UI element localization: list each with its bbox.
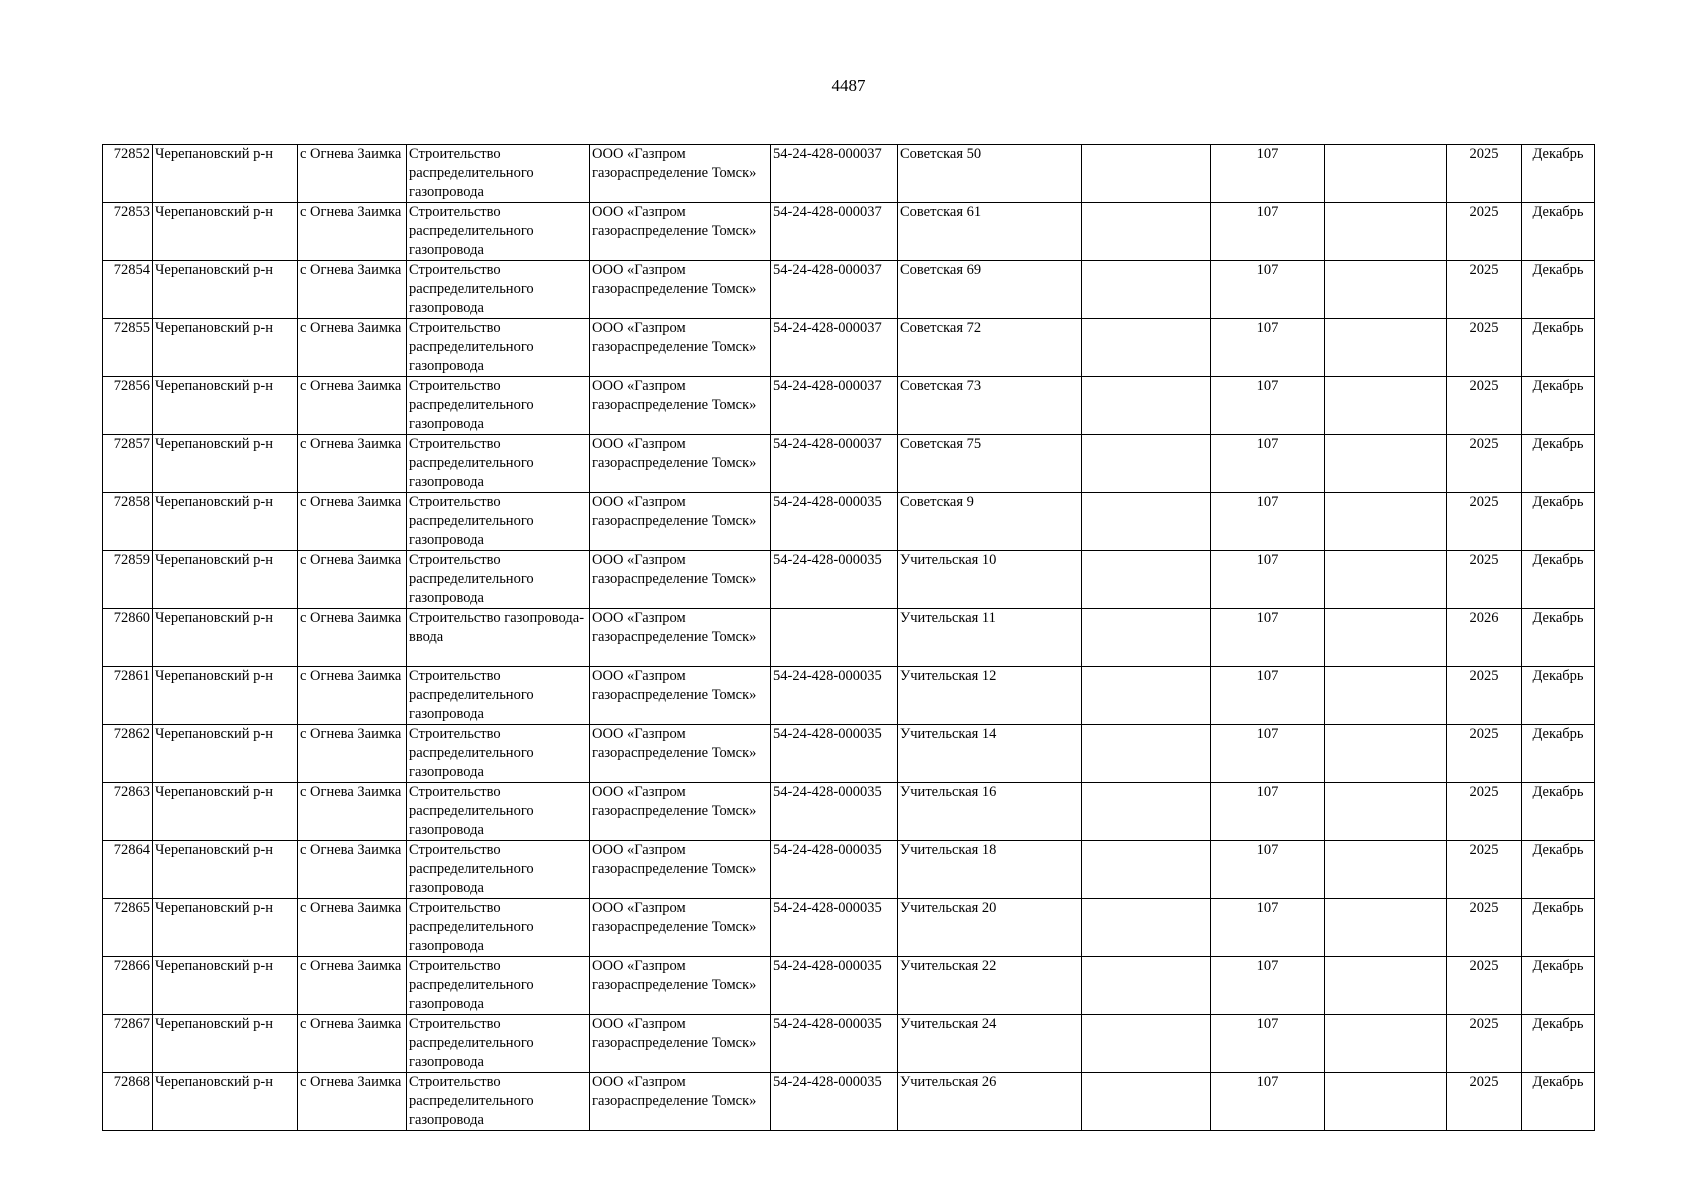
cell-id: 72863 <box>103 783 153 841</box>
cell-month: Декабрь <box>1522 1015 1595 1073</box>
cell-col8 <box>1082 1073 1211 1131</box>
cell-address: Советская 50 <box>898 145 1082 203</box>
cell-id: 72866 <box>103 957 153 1015</box>
cell-col8 <box>1082 957 1211 1015</box>
cell-district: Черепановский р-н <box>153 667 298 725</box>
cell-id: 72864 <box>103 841 153 899</box>
table-row <box>103 261 1595 319</box>
cell-work: Строительство распределительного газопровода <box>407 319 590 377</box>
cell-id: 72861 <box>103 667 153 725</box>
cell-district: Черепановский р-н <box>153 435 298 493</box>
cell-org: ООО «Газпром газораспределение Томск» <box>590 609 771 667</box>
cell-org: ООО «Газпром газораспределение Томск» <box>590 435 771 493</box>
table-row <box>103 145 1595 203</box>
cell-code: 54-24-428-000035 <box>771 1015 898 1073</box>
cell-address: Учительская 10 <box>898 551 1082 609</box>
cell-work: Строительство распределительного газопровода <box>407 435 590 493</box>
cell-value: 107 <box>1211 551 1325 609</box>
cell-org: ООО «Газпром газораспределение Томск» <box>590 1015 771 1073</box>
cell-month: Декабрь <box>1522 551 1595 609</box>
cell-col8 <box>1082 493 1211 551</box>
cell-settlement: с Огнева Заимка <box>298 319 407 377</box>
cell-month: Декабрь <box>1522 667 1595 725</box>
cell-value: 107 <box>1211 1015 1325 1073</box>
cell-org: ООО «Газпром газораспределение Томск» <box>590 377 771 435</box>
cell-id: 72868 <box>103 1073 153 1131</box>
cell-col10 <box>1325 319 1447 377</box>
cell-work: Строительство распределительного газопровода <box>407 957 590 1015</box>
cell-year: 2025 <box>1447 957 1522 1015</box>
table-body <box>103 145 1595 1131</box>
cell-value: 107 <box>1211 841 1325 899</box>
table-row <box>103 957 1595 1015</box>
table-row <box>103 1073 1595 1131</box>
cell-org: ООО «Газпром газораспределение Томск» <box>590 841 771 899</box>
cell-month: Декабрь <box>1522 203 1595 261</box>
cell-work: Строительство распределительного газопровода <box>407 377 590 435</box>
cell-year: 2025 <box>1447 203 1522 261</box>
cell-org: ООО «Газпром газораспределение Томск» <box>590 551 771 609</box>
cell-district: Черепановский р-н <box>153 319 298 377</box>
cell-settlement: с Огнева Заимка <box>298 551 407 609</box>
cell-month: Декабрь <box>1522 435 1595 493</box>
cell-col10 <box>1325 667 1447 725</box>
cell-district: Черепановский р-н <box>153 609 298 667</box>
cell-settlement: с Огнева Заимка <box>298 435 407 493</box>
cell-value: 107 <box>1211 261 1325 319</box>
cell-col10 <box>1325 435 1447 493</box>
cell-district: Черепановский р-н <box>153 551 298 609</box>
cell-id: 72867 <box>103 1015 153 1073</box>
cell-id: 72858 <box>103 493 153 551</box>
cell-work: Строительство распределительного газопровода <box>407 551 590 609</box>
cell-id: 72853 <box>103 203 153 261</box>
cell-org: ООО «Газпром газораспределение Томск» <box>590 1073 771 1131</box>
cell-month: Декабрь <box>1522 725 1595 783</box>
cell-settlement: с Огнева Заимка <box>298 957 407 1015</box>
cell-settlement: с Огнева Заимка <box>298 1015 407 1073</box>
cell-col8 <box>1082 609 1211 667</box>
cell-year: 2025 <box>1447 841 1522 899</box>
cell-settlement: с Огнева Заимка <box>298 841 407 899</box>
cell-org: ООО «Газпром газораспределение Томск» <box>590 957 771 1015</box>
cell-settlement: с Огнева Заимка <box>298 667 407 725</box>
cell-month: Декабрь <box>1522 899 1595 957</box>
cell-settlement: с Огнева Заимка <box>298 783 407 841</box>
cell-org: ООО «Газпром газораспределение Томск» <box>590 783 771 841</box>
cell-value: 107 <box>1211 899 1325 957</box>
cell-code: 54-24-428-000035 <box>771 551 898 609</box>
cell-year: 2025 <box>1447 667 1522 725</box>
table-row <box>103 435 1595 493</box>
cell-month: Декабрь <box>1522 783 1595 841</box>
cell-org: ООО «Газпром газораспределение Томск» <box>590 667 771 725</box>
cell-month: Декабрь <box>1522 957 1595 1015</box>
cell-district: Черепановский р-н <box>153 261 298 319</box>
cell-id: 72862 <box>103 725 153 783</box>
cell-value: 107 <box>1211 609 1325 667</box>
cell-org: ООО «Газпром газораспределение Томск» <box>590 203 771 261</box>
cell-org: ООО «Газпром газораспределение Томск» <box>590 725 771 783</box>
cell-work: Строительство распределительного газопровода <box>407 261 590 319</box>
cell-work: Строительство распределительного газопровода <box>407 725 590 783</box>
cell-district: Черепановский р-н <box>153 957 298 1015</box>
cell-col8 <box>1082 783 1211 841</box>
cell-address: Советская 72 <box>898 319 1082 377</box>
cell-year: 2025 <box>1447 551 1522 609</box>
cell-year: 2025 <box>1447 1073 1522 1131</box>
cell-year: 2025 <box>1447 783 1522 841</box>
table-row <box>103 551 1595 609</box>
cell-col8 <box>1082 725 1211 783</box>
register-table <box>102 144 1595 1131</box>
cell-year: 2025 <box>1447 435 1522 493</box>
cell-settlement: с Огнева Заимка <box>298 493 407 551</box>
cell-col8 <box>1082 203 1211 261</box>
cell-value: 107 <box>1211 493 1325 551</box>
cell-work: Строительство распределительного газопровода <box>407 145 590 203</box>
cell-value: 107 <box>1211 145 1325 203</box>
table-row <box>103 1015 1595 1073</box>
cell-id: 72852 <box>103 145 153 203</box>
cell-code: 54-24-428-000037 <box>771 319 898 377</box>
cell-district: Черепановский р-н <box>153 783 298 841</box>
cell-work: Строительство распределительного газопровода <box>407 841 590 899</box>
cell-col8 <box>1082 145 1211 203</box>
cell-col10 <box>1325 609 1447 667</box>
cell-address: Учительская 12 <box>898 667 1082 725</box>
cell-year: 2025 <box>1447 899 1522 957</box>
cell-month: Декабрь <box>1522 841 1595 899</box>
cell-value: 107 <box>1211 783 1325 841</box>
cell-col10 <box>1325 957 1447 1015</box>
cell-code: 54-24-428-000037 <box>771 203 898 261</box>
cell-year: 2025 <box>1447 1015 1522 1073</box>
cell-col10 <box>1325 551 1447 609</box>
page-number: 4487 <box>831 76 866 95</box>
cell-month: Декабрь <box>1522 1073 1595 1131</box>
cell-code: 54-24-428-000037 <box>771 145 898 203</box>
cell-address: Советская 9 <box>898 493 1082 551</box>
table-row <box>103 667 1595 725</box>
cell-code: 54-24-428-000035 <box>771 841 898 899</box>
cell-col10 <box>1325 725 1447 783</box>
cell-year: 2025 <box>1447 377 1522 435</box>
cell-id: 72865 <box>103 899 153 957</box>
cell-col8 <box>1082 899 1211 957</box>
cell-col8 <box>1082 377 1211 435</box>
cell-district: Черепановский р-н <box>153 841 298 899</box>
cell-district: Черепановский р-н <box>153 493 298 551</box>
cell-col8 <box>1082 435 1211 493</box>
cell-value: 107 <box>1211 1073 1325 1131</box>
cell-id: 72855 <box>103 319 153 377</box>
cell-settlement: с Огнева Заимка <box>298 203 407 261</box>
cell-work: Строительство распределительного газопровода <box>407 667 590 725</box>
cell-id: 72856 <box>103 377 153 435</box>
cell-month: Декабрь <box>1522 493 1595 551</box>
cell-org: ООО «Газпром газораспределение Томск» <box>590 493 771 551</box>
cell-settlement: с Огнева Заимка <box>298 1073 407 1131</box>
cell-work: Строительство распределительного газопровода <box>407 1073 590 1131</box>
cell-address: Учительская 14 <box>898 725 1082 783</box>
cell-col10 <box>1325 841 1447 899</box>
cell-settlement: с Огнева Заимка <box>298 725 407 783</box>
cell-col8 <box>1082 667 1211 725</box>
cell-col8 <box>1082 261 1211 319</box>
cell-address: Учительская 16 <box>898 783 1082 841</box>
cell-year: 2025 <box>1447 145 1522 203</box>
cell-district: Черепановский р-н <box>153 1073 298 1131</box>
cell-code: 54-24-428-000035 <box>771 783 898 841</box>
cell-address: Учительская 26 <box>898 1073 1082 1131</box>
cell-code: 54-24-428-000035 <box>771 957 898 1015</box>
cell-settlement: с Огнева Заимка <box>298 261 407 319</box>
table-row <box>103 841 1595 899</box>
cell-address: Учительская 24 <box>898 1015 1082 1073</box>
cell-district: Черепановский р-н <box>153 145 298 203</box>
cell-col10 <box>1325 145 1447 203</box>
cell-id: 72859 <box>103 551 153 609</box>
cell-value: 107 <box>1211 435 1325 493</box>
table-row <box>103 783 1595 841</box>
cell-code: 54-24-428-000035 <box>771 667 898 725</box>
cell-work: Строительство газопровода-ввода <box>407 609 590 667</box>
cell-settlement: с Огнева Заимка <box>298 609 407 667</box>
cell-work: Строительство распределительного газопровода <box>407 1015 590 1073</box>
cell-col10 <box>1325 783 1447 841</box>
table-row <box>103 899 1595 957</box>
cell-code: 54-24-428-000037 <box>771 435 898 493</box>
cell-code: 54-24-428-000035 <box>771 1073 898 1131</box>
table-row <box>103 377 1595 435</box>
cell-month: Декабрь <box>1522 145 1595 203</box>
cell-col10 <box>1325 261 1447 319</box>
cell-month: Декабрь <box>1522 377 1595 435</box>
cell-col10 <box>1325 1015 1447 1073</box>
cell-value: 107 <box>1211 667 1325 725</box>
cell-org: ООО «Газпром газораспределение Томск» <box>590 319 771 377</box>
cell-col10 <box>1325 203 1447 261</box>
cell-work: Строительство распределительного газопровода <box>407 899 590 957</box>
cell-district: Черепановский р-н <box>153 899 298 957</box>
cell-col8 <box>1082 841 1211 899</box>
cell-code: 54-24-428-000037 <box>771 261 898 319</box>
cell-address: Советская 75 <box>898 435 1082 493</box>
cell-id: 72857 <box>103 435 153 493</box>
cell-col8 <box>1082 551 1211 609</box>
cell-month: Декабрь <box>1522 261 1595 319</box>
cell-col10 <box>1325 493 1447 551</box>
cell-address: Учительская 22 <box>898 957 1082 1015</box>
cell-value: 107 <box>1211 377 1325 435</box>
cell-col10 <box>1325 1073 1447 1131</box>
cell-district: Черепановский р-н <box>153 377 298 435</box>
cell-month: Декабрь <box>1522 319 1595 377</box>
cell-year: 2025 <box>1447 319 1522 377</box>
cell-code: 54-24-428-000035 <box>771 493 898 551</box>
cell-code <box>771 609 898 667</box>
cell-address: Учительская 18 <box>898 841 1082 899</box>
cell-district: Черепановский р-н <box>153 725 298 783</box>
cell-district: Черепановский р-н <box>153 203 298 261</box>
cell-code: 54-24-428-000037 <box>771 377 898 435</box>
cell-col10 <box>1325 899 1447 957</box>
cell-id: 72860 <box>103 609 153 667</box>
table-row <box>103 493 1595 551</box>
cell-value: 107 <box>1211 203 1325 261</box>
cell-code: 54-24-428-000035 <box>771 899 898 957</box>
cell-col10 <box>1325 377 1447 435</box>
cell-col8 <box>1082 1015 1211 1073</box>
cell-value: 107 <box>1211 319 1325 377</box>
cell-work: Строительство распределительного газопровода <box>407 493 590 551</box>
cell-year: 2026 <box>1447 609 1522 667</box>
cell-district: Черепановский р-н <box>153 1015 298 1073</box>
cell-year: 2025 <box>1447 725 1522 783</box>
table-row <box>103 609 1595 667</box>
cell-org: ООО «Газпром газораспределение Томск» <box>590 145 771 203</box>
cell-address: Советская 73 <box>898 377 1082 435</box>
cell-work: Строительство распределительного газопровода <box>407 783 590 841</box>
cell-org: ООО «Газпром газораспределение Томск» <box>590 261 771 319</box>
cell-value: 107 <box>1211 725 1325 783</box>
table-row <box>103 319 1595 377</box>
table-row <box>103 725 1595 783</box>
cell-address: Учительская 11 <box>898 609 1082 667</box>
cell-settlement: с Огнева Заимка <box>298 377 407 435</box>
table-row <box>103 203 1595 261</box>
cell-year: 2025 <box>1447 261 1522 319</box>
cell-col8 <box>1082 319 1211 377</box>
cell-address: Учительская 20 <box>898 899 1082 957</box>
cell-month: Декабрь <box>1522 609 1595 667</box>
cell-address: Советская 61 <box>898 203 1082 261</box>
cell-code: 54-24-428-000035 <box>771 725 898 783</box>
cell-year: 2025 <box>1447 493 1522 551</box>
cell-value: 107 <box>1211 957 1325 1015</box>
cell-settlement: с Огнева Заимка <box>298 899 407 957</box>
cell-work: Строительство распределительного газопровода <box>407 203 590 261</box>
cell-id: 72854 <box>103 261 153 319</box>
cell-org: ООО «Газпром газораспределение Томск» <box>590 899 771 957</box>
cell-settlement: с Огнева Заимка <box>298 145 407 203</box>
cell-address: Советская 69 <box>898 261 1082 319</box>
